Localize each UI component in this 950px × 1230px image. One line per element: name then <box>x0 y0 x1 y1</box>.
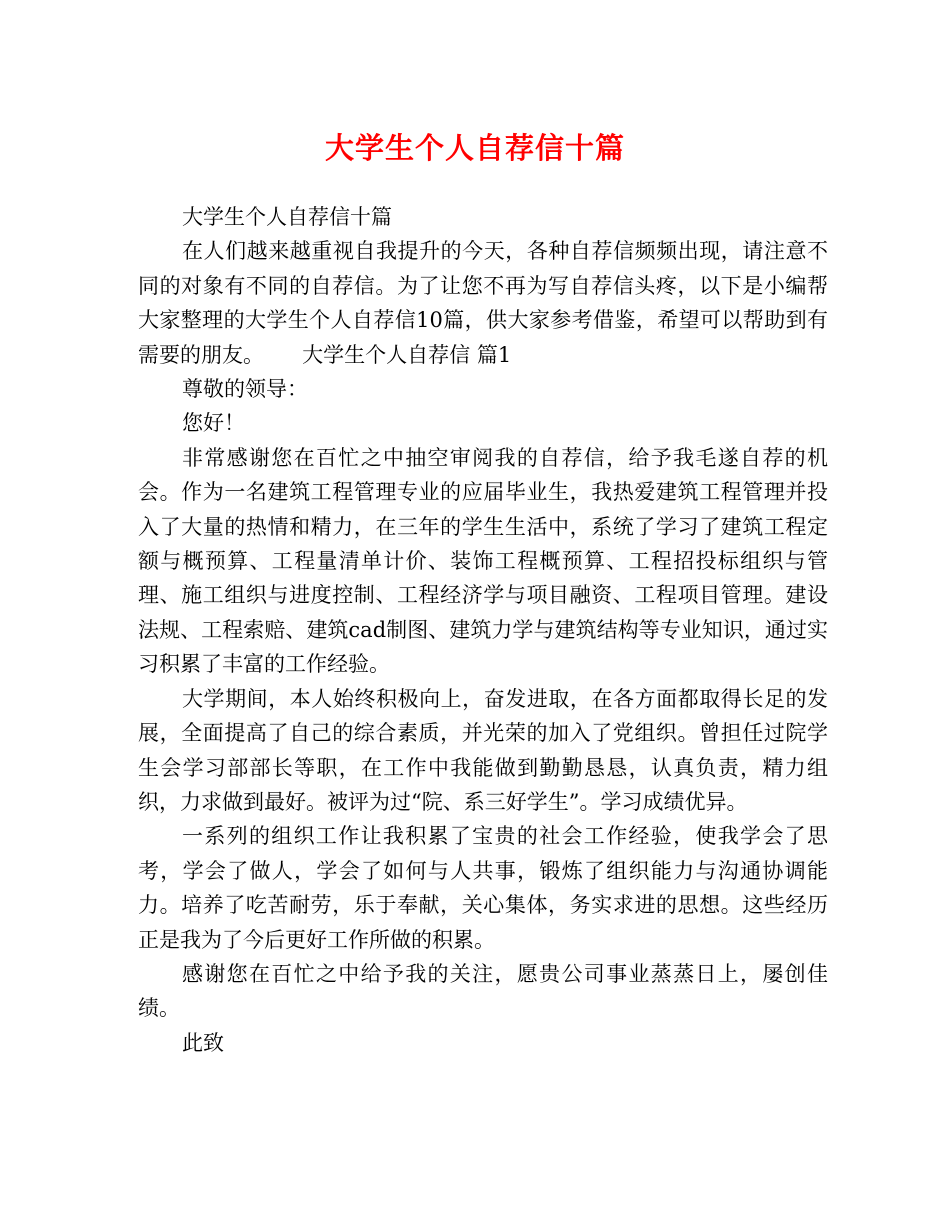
closing-paragraph: 感谢您在百忙之中给予我的关注，愿贵公司事业蒸蒸日上，屡创佳绩。 <box>138 961 828 1021</box>
intro-paragraph: 在人们越来越重视自我提升的今天，各种自荐信频频出现，请注意不同的对象有不同的自荐信。为了让您不再为写自荐信头疼，以下是小编帮大家整理的大学生个人自荐信10篇，供大家参考借鉴，希望可以帮助到有需要的朋友。 大学生个人自荐信 篇1 <box>138 239 828 367</box>
document-title: 大学生个人自荐信十篇 <box>324 131 625 165</box>
document-body <box>138 200 828 1060</box>
sign-off: 此致 <box>182 1030 224 1055</box>
salutation: 尊敬的领导： <box>182 377 308 402</box>
body-paragraph: 非常感谢您在百忙之中抽空审阅我的自荐信，给予我毛遂自荐的机会。作为一名建筑工程管理专业的应届毕业生，我热爱建筑工程管理并投入了大量的热情和精力，在三年的学生生活中，系统了学习了建筑工程定额与概预算、工程量清单计价、装饰工程概预算、工程招投标组织与管理、施工组织与进度控制、工程经济学与项目融资、工程项目管理。建设法规、工程索赔、建筑cad制图、建筑力学与建筑结构等专业知识，通过实习积累了丰富的工作经验。 <box>138 445 828 677</box>
subtitle-paragraph: 大学生个人自荐信十篇 <box>182 205 392 229</box>
greeting: 您好！ <box>182 411 245 436</box>
body-paragraph: 大学期间，本人始终积极向上，奋发进取，在各方面都取得长足的发展，全面提高了自己的综合素质，并光荣的加入了党组织。曾担任过院学生会学习部部长等职，在工作中我能做到勤勤恳恳，认真负责，精力组织，力求做到最好。被评为过“院、系三好学生”。学习成绩优异。 <box>138 686 828 814</box>
body-paragraph: 一系列的组织工作让我积累了宝贵的社会工作经验，使我学会了思考，学会了做人，学会了如何与人共事，锻炼了组织能力与沟通协调能力。培养了吃苦耐劳，乐于奉献，关心集体，务实求进的思想。这些经历正是我为了今后更好工作所做的积累。 <box>138 824 828 952</box>
